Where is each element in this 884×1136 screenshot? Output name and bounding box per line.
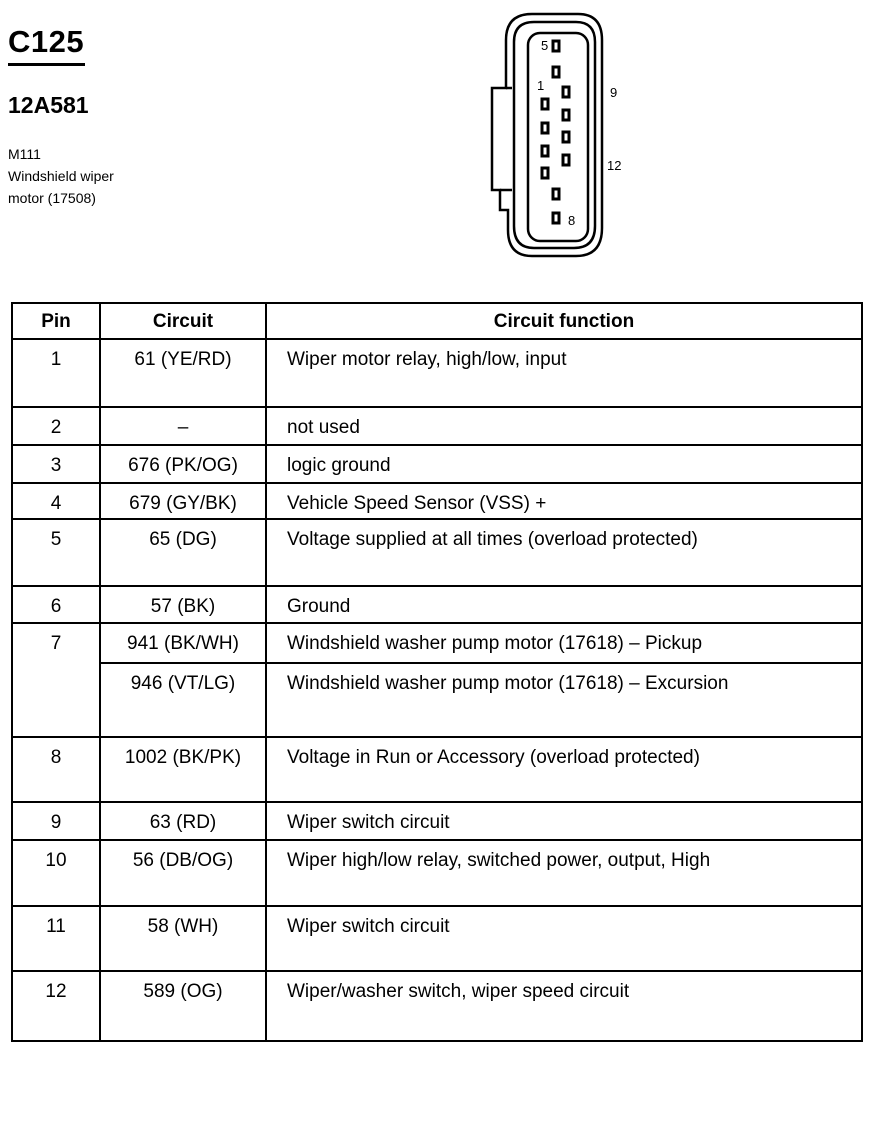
- desc-line: Windshield wiper: [8, 168, 114, 184]
- desc-line: motor (17508): [8, 190, 96, 206]
- function-cell: Voltage supplied at all times (overload protected): [266, 519, 862, 586]
- circuit-cell: 56 (DB/OG): [100, 840, 266, 906]
- table-row: [12, 586, 862, 623]
- table-row: [12, 737, 862, 802]
- pin-label-1: 1: [537, 78, 545, 93]
- pin-label-9: 9: [610, 85, 618, 100]
- table-row: [12, 339, 862, 407]
- pinout-table: [11, 302, 863, 1042]
- function-cell: not used: [266, 407, 862, 445]
- pin-cell: 11: [12, 906, 100, 971]
- circuit-cell: 589 (OG): [100, 971, 266, 1041]
- function-cell: logic ground: [266, 445, 862, 483]
- pin-cell: 10: [12, 840, 100, 906]
- function-cell: Voltage in Run or Accessory (overload protected): [266, 737, 862, 802]
- pin-cell: 2: [12, 407, 100, 445]
- circuit-cell: 676 (PK/OG): [100, 445, 266, 483]
- circuit-cell: 941 (BK/WH): [100, 623, 266, 663]
- table-row: [12, 802, 862, 840]
- circuit-cell: 679 (GY/BK): [100, 483, 266, 519]
- header-circuit: Circuit: [100, 303, 266, 339]
- header-function: Circuit function: [266, 303, 862, 339]
- pin-cell: 1: [12, 339, 100, 407]
- table-row: [12, 483, 862, 519]
- pin-cell: 12: [12, 971, 100, 1041]
- connector-id: C125: [8, 24, 85, 59]
- function-cell: Wiper motor relay, high/low, input: [266, 339, 862, 407]
- circuit-cell: 63 (RD): [100, 802, 266, 840]
- part-number: 12A581: [8, 92, 89, 118]
- circuit-cell: 946 (VT/LG): [100, 663, 266, 737]
- pin-cell: 7: [12, 623, 100, 737]
- pin-cell: 3: [12, 445, 100, 483]
- circuit-cell: 57 (BK): [100, 586, 266, 623]
- connector-face-diagram: [0, 0, 884, 280]
- table-row: [12, 840, 862, 906]
- pin-cell: 5: [12, 519, 100, 586]
- function-cell: Wiper switch circuit: [266, 802, 862, 840]
- function-cell: Windshield washer pump motor (17618) – Pickup: [266, 623, 862, 663]
- table-row: [12, 906, 862, 971]
- function-cell: Windshield washer pump motor (17618) – Excursion: [266, 663, 862, 737]
- function-cell: Wiper switch circuit: [266, 906, 862, 971]
- table-row: [12, 519, 862, 586]
- table-row: [12, 623, 862, 663]
- circuit-cell: 65 (DG): [100, 519, 266, 586]
- function-cell: Vehicle Speed Sensor (VSS) +: [266, 483, 862, 519]
- circuit-cell: 1002 (BK/PK): [100, 737, 266, 802]
- function-cell: Wiper/washer switch, wiper speed circuit: [266, 971, 862, 1041]
- table-row: [12, 663, 862, 737]
- circuit-cell: 61 (YE/RD): [100, 339, 266, 407]
- pin-label-5: 5: [541, 38, 549, 53]
- circuit-cell: –: [100, 407, 266, 445]
- pin-label-12: 12: [607, 158, 622, 173]
- pin-label-8: 8: [568, 213, 576, 228]
- circuit-cell: 58 (WH): [100, 906, 266, 971]
- function-cell: Ground: [266, 586, 862, 623]
- desc-line: M111: [8, 146, 41, 162]
- pin-cell: 8: [12, 737, 100, 802]
- function-cell: Wiper high/low relay, switched power, output, High: [266, 840, 862, 906]
- table-header-row: [12, 303, 862, 339]
- header-pin: Pin: [12, 303, 100, 339]
- pin-cell: 9: [12, 802, 100, 840]
- table-row: [12, 971, 862, 1041]
- table-row: [12, 407, 862, 445]
- pin-cell: 6: [12, 586, 100, 623]
- table-row: [12, 445, 862, 483]
- pin-cell: 4: [12, 483, 100, 519]
